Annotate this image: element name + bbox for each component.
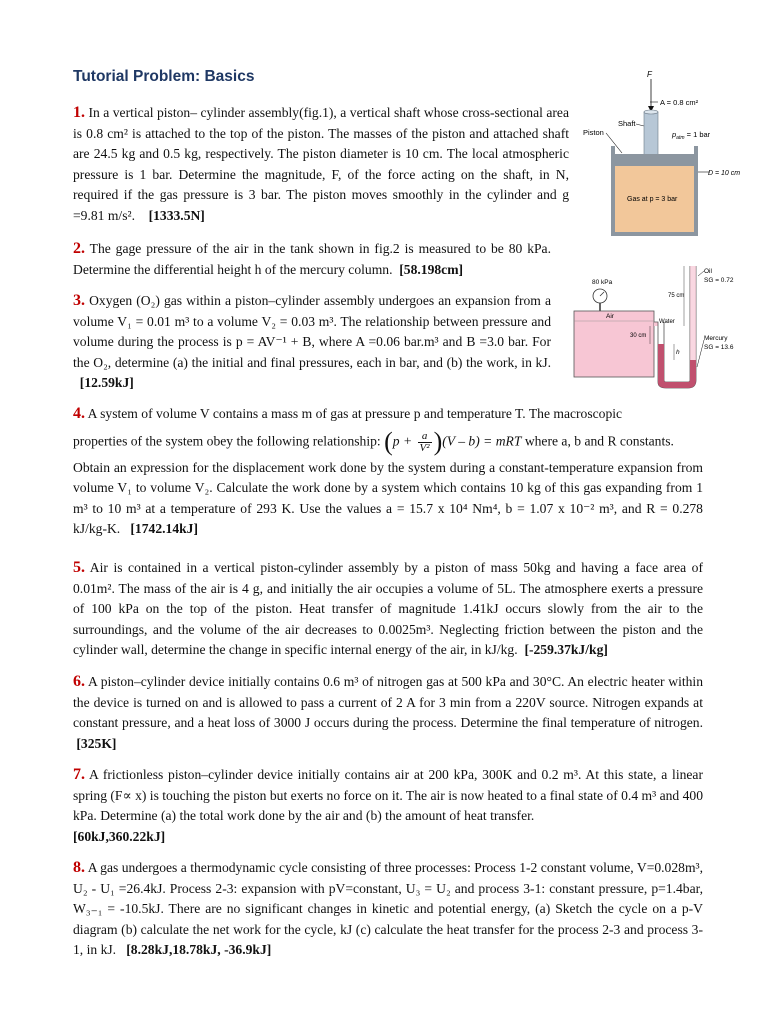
- problem-number: 5.: [73, 559, 85, 576]
- problem-number: 6.: [73, 673, 85, 690]
- problem-text: properties of the system obey the following relationship:: [73, 433, 381, 449]
- fig2-air-label: Air: [606, 313, 614, 320]
- problem-answer: [8.28kJ,18.78kJ, -36.9kJ]: [126, 942, 272, 958]
- fig2-mercury-label: Mercury: [704, 335, 728, 342]
- page-title: Tutorial Problem: Basics: [73, 68, 255, 85]
- problem-1: [73, 103, 569, 227]
- fig1-patm-label: $p_{atm} = 1$ bar: [672, 130, 711, 141]
- problem-text: where a, b and R constants.: [524, 433, 674, 449]
- problem-answer: [1333.5N]: [148, 207, 205, 223]
- problem-number: 1.: [73, 104, 85, 121]
- problem-number: 4.: [73, 405, 85, 422]
- problem-text: Oxygen (O₂) gas within a piston–cylinder assembly undergoes an expansion from a volume V₁ = 0.01 m³ to a volume V₂ = 0.03 m³. The relationship between pressure and volume during the process is p = AV⁻¹ + B, where A =0.06 bar.m³ and B =3.0 bar. For the O₂, determine (a) the initial and final pressures, each in bar, and (b) the work, in kJ.: [73, 293, 552, 370]
- problem-number: 2.: [73, 240, 85, 257]
- problem-text: Obtain an expression for the displacement work done by the system during a constant-temperature expansion from volume V₁ to volume V₂. Calculate the work done by a system which contains 10 kg of this gas expanding from 1 m³ to 10 m³ at a temperature of 293 K. Use the values a = 15.7 x 10⁴ Nm⁴, b = 1.07 x 10⁻² m³, and R = 0.278 kJ/kg-K.: [73, 459, 704, 537]
- fig1-area-label: A = 0.8 cm²: [660, 98, 699, 107]
- fig1-piston-label: Piston: [583, 128, 604, 137]
- fig1-diameter-label: D = 10 cm: [708, 170, 741, 177]
- fig1-force-label: F: [647, 70, 652, 79]
- fig2-oil-label: Oil: [704, 268, 712, 275]
- fig1-gas-label: Gas at p = 3 bar: [627, 196, 678, 203]
- fig2-oil-sg: SG = 0.72: [704, 277, 734, 284]
- problem-text: A piston–cylinder device initially contains 0.6 m³ of nitrogen gas at 500 kPa and 30°C. An electric heater within the device is turned on and is allowed to pass a current of 2 A for 3 min from a 220V source. Nitrogen expands at constant pressure, and a heat loss of 3000 J occurs during the process. Determine the final temperature of nitrogen.: [73, 674, 703, 731]
- problem-answer: [12.59kJ]: [79, 375, 134, 391]
- problem-text: Air is contained in a vertical piston-cylinder assembly by a piston of mass 50kg and having a face area of 0.01m². The mass of the air is 4 g, and initially the air occupies a volume of 5L. The atmosphere exerts a pressure of 100 kPa on the top of the piston. Heat transfer of magnitude 1.41kJ occurs slowly from the air to the surroundings, and the volume of the air decreases to 0.0025m³. Neglecting friction between the piston and the cylinder wall, determine the change in specific internal energy of the air, in kJ/kg.: [73, 560, 703, 658]
- problem-text: The gage pressure of the air in the tank shown in fig.2 is measured to be 80 kPa. Determine the differential height h of the mercury column.: [73, 241, 551, 277]
- fig1-shaft-label: Shaft: [618, 119, 636, 128]
- problem-number: 3.: [73, 292, 85, 309]
- figure-1-piston-cylinder: [578, 68, 768, 238]
- problem-number: 7.: [73, 766, 85, 783]
- problem-6: [73, 672, 703, 754]
- problem-answer: [58.198cm]: [399, 261, 464, 277]
- problem-answer: [325K]: [76, 735, 117, 751]
- problem-text: A system of volume V contains a mass m of gas at pressure p and temperature T. The macroscopic: [87, 406, 623, 421]
- fig2-mercury-sg: SG = 13.6: [704, 344, 734, 351]
- fig2-h-label: h: [676, 349, 680, 356]
- problem-8: [73, 858, 703, 961]
- problem-5: [73, 558, 703, 661]
- figure-2-manometer: [570, 262, 768, 390]
- problem-text: In a vertical piston– cylinder assembly(fig.1), a vertical shaft whose cross-sectional area is 0.8 cm² is attached to the top of the piston. The masses of the piston and attached shaft are 24.5 kg and 0.5 kg, respectively. The piston diameter is 10 cm. The local atmospheric pressure is 1 bar. Determine the magnitude, F, of the force acting on the shaft, in N, required if the gas pressure is 3 bar. The piston moves smoothly in the cylinder and g =9.81 m/s².: [73, 105, 569, 223]
- fig2-gauge-label: 80 kPa: [592, 279, 613, 286]
- equation: (p + $\frac{a}{\text{V²}}$ )(V – b) = mRT: [384, 426, 522, 456]
- problem-2: [73, 239, 551, 280]
- problem-answer: [60kJ,360.22kJ]: [73, 828, 166, 844]
- problem-text: A gas undergoes a thermodynamic cycle consisting of three processes: Process 1-2 constant volume, V=0.028m³, U₂ - U₁ =26.4kJ. Process 2-3: expansion with pV=constant, U₃ = U₂ and process 3-1: constant pressure, p=1.4bar, W₃₋₁ = -10.5kJ. There are no significant changes in kinetic and potential energy, (a) Sketch the cycle on a p-V diagram (b) calculate the net work for the cycle, kJ (c) calculate the heat transfer for the process 2-3 and process 3-1, in kJ.: [73, 860, 703, 958]
- problem-number: 8.: [73, 859, 85, 876]
- problem-answer: [-259.37kJ/kg]: [524, 642, 608, 658]
- problem-text: A frictionless piston–cylinder device initially contains air at 200 kPa, 300K and 0.2 m³. At this state, a linear spring (F∝ x) is touching the piston but exerts no force on it. The air is now heated to a final state of 0.4 m³ and 400 kPa. Determine (a) the total work done by the air and (b) the amount of heat transfer.: [73, 767, 703, 824]
- problem-4: [73, 404, 703, 540]
- fig2-30cm-label: 30 cm: [630, 333, 647, 339]
- fig2-water-label: Water: [659, 319, 675, 325]
- problem-answer: [1742.14kJ]: [130, 521, 198, 537]
- fig2-75cm-label: 75 cm: [668, 293, 685, 299]
- problem-3: [73, 291, 551, 394]
- problem-7: [73, 765, 703, 847]
